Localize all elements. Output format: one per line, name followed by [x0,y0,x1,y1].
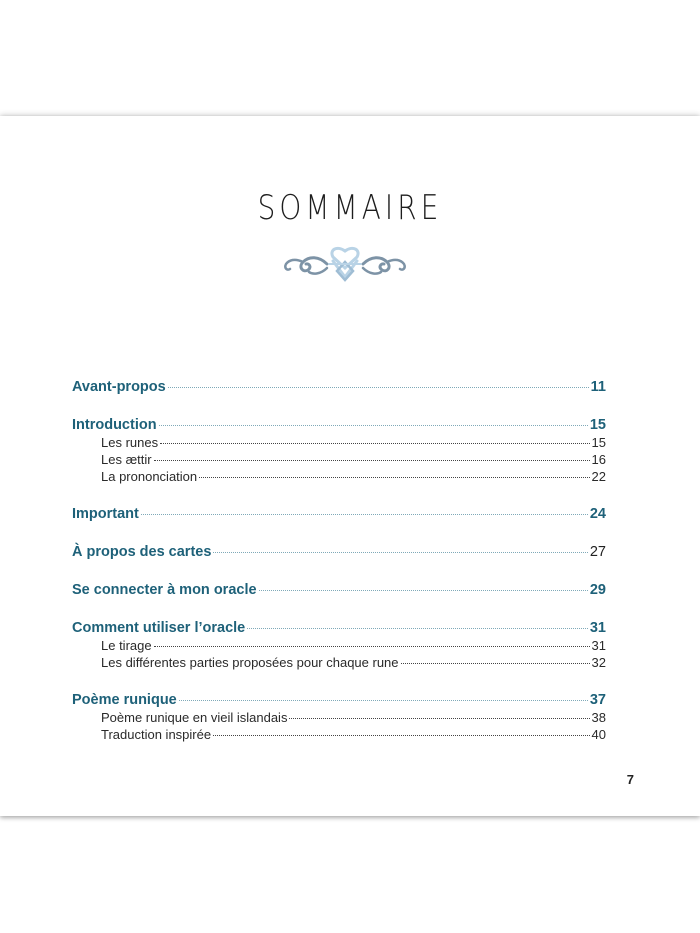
dot-leader [160,443,589,444]
dot-leader [154,460,590,461]
toc-entry-label: Se connecter à mon oracle [72,582,257,598]
toc-subentry-label: Le tirage [101,638,152,653]
toc-entry-poeme-runique[interactable] [72,691,606,709]
dot-leader [168,387,589,388]
toc-subentry-page: 38 [591,710,606,725]
dot-leader [247,628,588,629]
toc-entry-label: Comment utiliser l’oracle [72,620,246,636]
dot-leader [141,514,588,515]
toc-subentry-label: Les runes [101,435,159,450]
toc-entry-a-propos-des-cartes[interactable] [72,543,606,561]
toc-subentry-les-aettir[interactable] [72,451,606,468]
toc-entry-label: Poème runique [72,692,177,708]
toc-entry-introduction[interactable] [72,416,606,434]
toc-subentry-page: 15 [591,435,606,450]
toc-subentry-differentes-parties[interactable] [72,654,606,671]
celtic-knot-ornament-icon [283,244,407,284]
table-of-contents [72,378,606,743]
dot-leader [154,646,590,647]
page-number: 7 [626,772,634,787]
toc-entry-label: Avant-propos [72,379,166,395]
toc-entry-important[interactable] [72,505,606,523]
toc-entry-page: 24 [589,506,606,522]
toc-subentry-label: Traduction inspirée [101,727,212,742]
toc-subentry-page: 31 [591,638,606,653]
toc-entry-page: 37 [589,692,606,708]
dot-leader [159,425,588,426]
toc-entry-label: Introduction [72,417,157,433]
toc-entry-page: 27 [589,544,606,560]
page-title: SOMMAIRE [257,188,443,228]
toc-entry-label: À propos des cartes [72,544,212,560]
dot-leader [401,663,590,664]
dot-leader [179,700,588,701]
toc-entry-page: 15 [589,417,606,433]
toc-subentry-label: Poème runique en vieil islandais [101,710,288,725]
book-page [0,116,700,816]
toc-entry-label: Important [72,506,139,522]
toc-subentry-label: La prononciation [101,469,198,484]
dot-leader [259,590,588,591]
toc-subentry-label: Les ættir [101,452,152,467]
toc-subentry-le-tirage[interactable] [72,637,606,654]
toc-subentry-vieil-islandais[interactable] [72,709,606,726]
toc-subentry-les-runes[interactable] [72,434,606,451]
toc-subentry-page: 32 [591,655,606,670]
toc-entry-page: 29 [589,582,606,598]
toc-entry-se-connecter[interactable] [72,581,606,599]
toc-entry-page: 11 [590,379,606,395]
toc-subentry-la-prononciation[interactable] [72,468,606,485]
toc-subentry-page: 16 [591,452,606,467]
toc-subentry-page: 40 [591,727,606,742]
dot-leader [213,552,587,553]
dot-leader [199,477,589,478]
toc-subentry-label: Les différentes parties proposées pour chaque rune [101,655,399,670]
toc-entry-comment-utiliser[interactable] [72,619,606,637]
toc-subentry-traduction-inspiree[interactable] [72,726,606,743]
dot-leader [213,735,589,736]
toc-entry-avant-propos[interactable] [72,378,606,396]
toc-entry-page: 31 [589,620,606,636]
toc-subentry-page: 22 [591,469,606,484]
dot-leader [289,718,589,719]
